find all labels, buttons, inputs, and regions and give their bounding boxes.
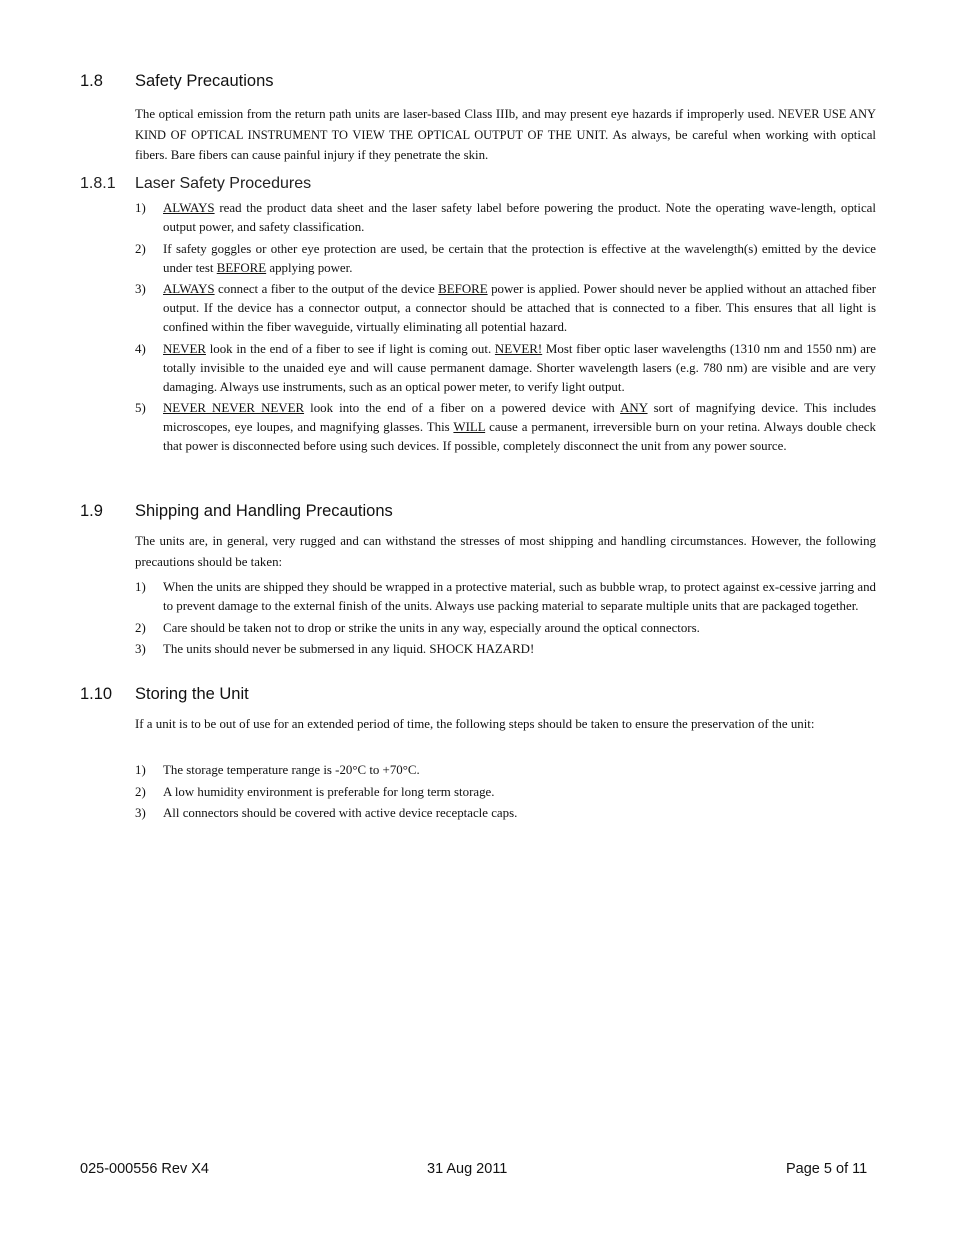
footer-date: 31 Aug 2011 — [427, 1161, 508, 1177]
emphasis-text: ALWAYS — [163, 282, 215, 296]
list-item — [135, 340, 876, 397]
item-text: sort of magnifying device. This includes microscopes, eye loupes, and magnifying glasses. This — [163, 401, 877, 434]
emphasis-text: WILL — [453, 420, 486, 434]
item-text: A low humidity environment is preferable for long term storage. — [163, 784, 495, 799]
list-marker: 3) — [135, 642, 146, 656]
footer-doc-number: 025-000556 Rev X4 — [80, 1161, 209, 1177]
footer-page-label: Page — [786, 1161, 820, 1177]
section-heading-1-10 — [80, 684, 249, 704]
emphasis-text: BEFORE — [438, 282, 488, 296]
item-text: cause a permanent, irreversible burn on your retina. Always double check that power is disconnected before using such devices. If possible, completely disconnect the unit from any power source. — [163, 420, 876, 453]
laser-procedures-list — [135, 199, 876, 456]
list-item — [135, 804, 876, 823]
emphasis-text: NEVER! — [494, 341, 543, 356]
section-heading-1-9 — [80, 501, 393, 521]
emphasis-text: NEVER NEVER NEVER — [163, 401, 305, 415]
list-item — [135, 199, 876, 237]
section-number: 1.8.1 — [80, 175, 116, 192]
storage-list — [135, 761, 876, 823]
footer-page — [786, 1160, 867, 1178]
section-number: 1.9 — [80, 502, 103, 520]
list-marker: 3) — [135, 806, 146, 820]
emphasis-text: NEVER — [163, 341, 206, 356]
list-marker: 1) — [135, 201, 146, 215]
section-title: Laser Safety Procedures — [135, 175, 312, 192]
item-text: All connectors should be covered with active device receptacle caps. — [163, 806, 518, 820]
item-text: power is applied. Power should never be applied without an attached fiber output. If the device has a connector output, a connector should be attached that is connected to a fiber. This ensures that all light is confined within the fiber waveguide, virtually eliminating all potential hazard. — [163, 282, 876, 334]
list-marker: 2) — [135, 784, 146, 799]
list-item — [135, 619, 876, 638]
emphasis-text: ALWAYS — [163, 201, 215, 215]
item-text: Care should be taken not to drop or strike the units in any way, especially around the optical connectors. — [163, 620, 700, 635]
list-item — [135, 240, 876, 278]
list-marker: 2) — [135, 620, 146, 635]
item-text: The units should never be submersed in any liquid. SHOCK HAZARD! — [163, 642, 535, 656]
item-text: Most fiber optic laser wavelengths (1310 nm and 1550 nm) are totally invisible to the unaided eye and will cause permanent damage. Shorter wavelength lasers (e.g. 780 nm) are visible and are very damaging. Always use instruments, such as an optical power meter, to verify light output. — [163, 341, 876, 394]
safety-intro-text: The optical emission from the return path units are laser-based Class IIIb, and may present eye hazards if improperly used. — [135, 107, 775, 121]
safety-paragraph — [135, 104, 876, 166]
item-text: read the product data sheet and the laser safety label before powering the product. Note the operating wave-length, optical output power, and safety classification. — [163, 201, 876, 234]
list-item — [135, 761, 876, 780]
list-item — [135, 578, 876, 616]
list-marker: 5) — [135, 401, 146, 415]
list-item — [135, 783, 876, 802]
list-marker: 4) — [135, 341, 146, 356]
item-text: The storage temperature range is -20°C to +70°C. — [163, 763, 420, 777]
list-item — [135, 399, 876, 456]
list-item — [135, 280, 876, 337]
section-title: Shipping and Handling Precautions — [135, 502, 393, 520]
storage-paragraph: If a unit is to be out of use for an extended period of time, the following steps should be taken to ensure the preservation of the unit: — [135, 717, 815, 731]
section-heading-1-8-1 — [80, 174, 311, 194]
list-marker: 1) — [135, 763, 146, 777]
list-marker: 3) — [135, 282, 146, 296]
section-number: 1.8 — [80, 72, 103, 90]
item-text: connect a fiber to the output of the device — [218, 282, 435, 296]
section-title: Safety Precautions — [135, 72, 274, 90]
shipping-list — [135, 578, 876, 659]
safety-warning-text: NEVER USE ANY KIND OF OPTICAL INSTRUMENT TO VIEW THE OPTICAL OUTPUT OF THE UNIT. — [135, 107, 876, 142]
item-text: If safety goggles or other eye protection are used, be certain that the protection is effective at the wavelength(s) emitted by the device under test — [163, 241, 876, 275]
list-item — [135, 640, 876, 659]
list-marker: 2) — [135, 241, 146, 256]
shipping-paragraph: The units are, in general, very rugged and can withstand the stresses of most shipping and handling circumstances. However, the following precautions should be taken: — [135, 534, 876, 569]
section-number: 1.10 — [80, 685, 113, 703]
list-marker: 1) — [135, 580, 146, 594]
emphasis-text: ANY — [620, 401, 648, 415]
emphasis-text: BEFORE — [216, 260, 267, 275]
footer-page-value: 5 of 11 — [823, 1161, 868, 1177]
item-text: look in the end of a fiber to see if light is coming out. — [209, 341, 492, 356]
item-text: applying power. — [269, 260, 353, 275]
section-title: Storing the Unit — [135, 685, 249, 703]
section-heading-1-8 — [80, 71, 274, 91]
item-text: When the units are shipped they should be wrapped in a protective material, such as bubble wrap, to protect against ex-cessive jarring and to prevent damage to the external finish of the units. Always use packing material to separate multiple units that are packaged together. — [163, 580, 876, 613]
safety-tail-text: As always, be careful when working with optical fibers. Bare fibers can cause painful injury if they penetrate the skin. — [135, 127, 876, 162]
item-text: look into the end of a fiber on a powered device with — [310, 401, 615, 415]
